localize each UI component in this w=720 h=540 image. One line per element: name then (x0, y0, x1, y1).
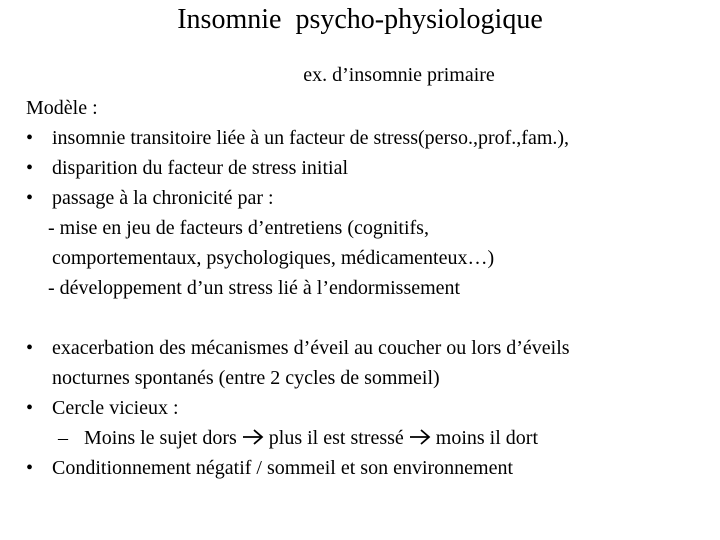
sub-item-text: - mise en jeu de facteurs d’entretiens (cognitifs, (48, 217, 429, 239)
bullet-continuation: nocturnes spontanés (entre 2 cycles de sommeil) (52, 367, 440, 389)
cercle-part-3: moins il dort (435, 427, 539, 449)
cercle-part-1: Moins le sujet dors (84, 427, 237, 449)
dash-icon: – (58, 427, 68, 449)
bullet-icon: • (26, 397, 34, 419)
right-arrow-icon (242, 427, 264, 447)
bullet-item (26, 123, 706, 153)
bullet-item (26, 453, 706, 483)
bullet-item (26, 333, 706, 363)
spacer (26, 303, 706, 333)
bullet-item (26, 153, 706, 183)
right-arrow-icon (409, 427, 431, 447)
bullet-icon: • (26, 127, 34, 149)
bullet-text: Cercle vicieux : (52, 397, 179, 419)
cercle-item (26, 423, 706, 453)
sub-item-text: - développement d’un stress lié à l’endormissement (48, 277, 461, 299)
cercle-part-2: plus il est stressé (268, 427, 404, 449)
bullet-icon: • (26, 157, 34, 179)
bullet-text: exacerbation des mécanismes d’éveil au coucher ou lors d’éveils (52, 337, 570, 359)
slide-body (26, 93, 706, 483)
model-label: Modèle : (26, 97, 98, 119)
bullet-icon: • (26, 337, 34, 359)
page-subtitle: ex. d’insomnie primaire (303, 64, 495, 86)
bullet-icon: • (26, 187, 34, 209)
page-title: Insomnie psycho-physiologique (177, 4, 543, 35)
sub-item-continuation: comportementaux, psychologiques, médicamenteux…) (52, 247, 495, 269)
bullet-text: disparition du facteur de stress initial (52, 157, 349, 179)
bullet-item (26, 393, 706, 423)
bullet-item (26, 183, 706, 213)
bullet-icon: • (26, 457, 34, 479)
bullet-text: insomnie transitoire liée à un facteur de stress(perso.,prof.,fam.), (52, 127, 570, 149)
bullet-text: passage à la chronicité par : (52, 187, 274, 209)
bullet-text: Conditionnement négatif / sommeil et son environnement (52, 457, 514, 479)
